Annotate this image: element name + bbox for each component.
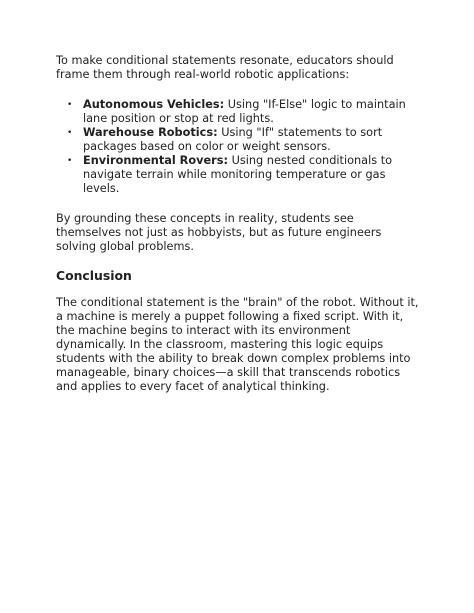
conclusion-paragraph: The conditional statement is the "brain" of the robot. Without it, a machine is merely a puppet following a fixed script. With it, the machine begins to interact with its environment dynamically. In the classroom, mastering this logic equips students with the ability to break down complex problems into manageable, binary choices—a skill that transcends robotics and applies to every facet of analytical thinking. xyxy=(56,296,419,393)
list-item-text: Using "If-Else" logic to maintain lane position or stop at red lights. xyxy=(83,98,406,125)
conclusion-heading: Conclusion xyxy=(56,268,132,283)
bullet-icon: • xyxy=(67,128,73,138)
list-item-term: Autonomous Vehicles: xyxy=(83,98,225,111)
list-item-warehouse-robotics xyxy=(56,126,422,154)
list-item-term: Environmental Rovers: xyxy=(83,154,228,167)
list-item-text: Using "If" statements to sort packages based on color or weight sensors. xyxy=(83,126,383,153)
list-item-text: Using nested conditionals to navigate terrain while monitoring temperature or gas levels. xyxy=(83,154,393,195)
intro-paragraph: To make conditional statements resonate, educators should frame them through real-world robotic applications: xyxy=(56,54,394,81)
bullet-icon: • xyxy=(67,100,73,110)
robotics-examples-list xyxy=(56,98,422,196)
list-item-term: Warehouse Robotics: xyxy=(83,126,218,139)
list-item-environmental-rovers xyxy=(56,154,422,196)
grounding-paragraph: By grounding these concepts in reality, students see themselves not just as hobbyists, but as future engineers solving global problems. xyxy=(56,212,382,253)
bullet-icon: • xyxy=(67,156,73,166)
list-item-autonomous-vehicles xyxy=(56,98,422,126)
